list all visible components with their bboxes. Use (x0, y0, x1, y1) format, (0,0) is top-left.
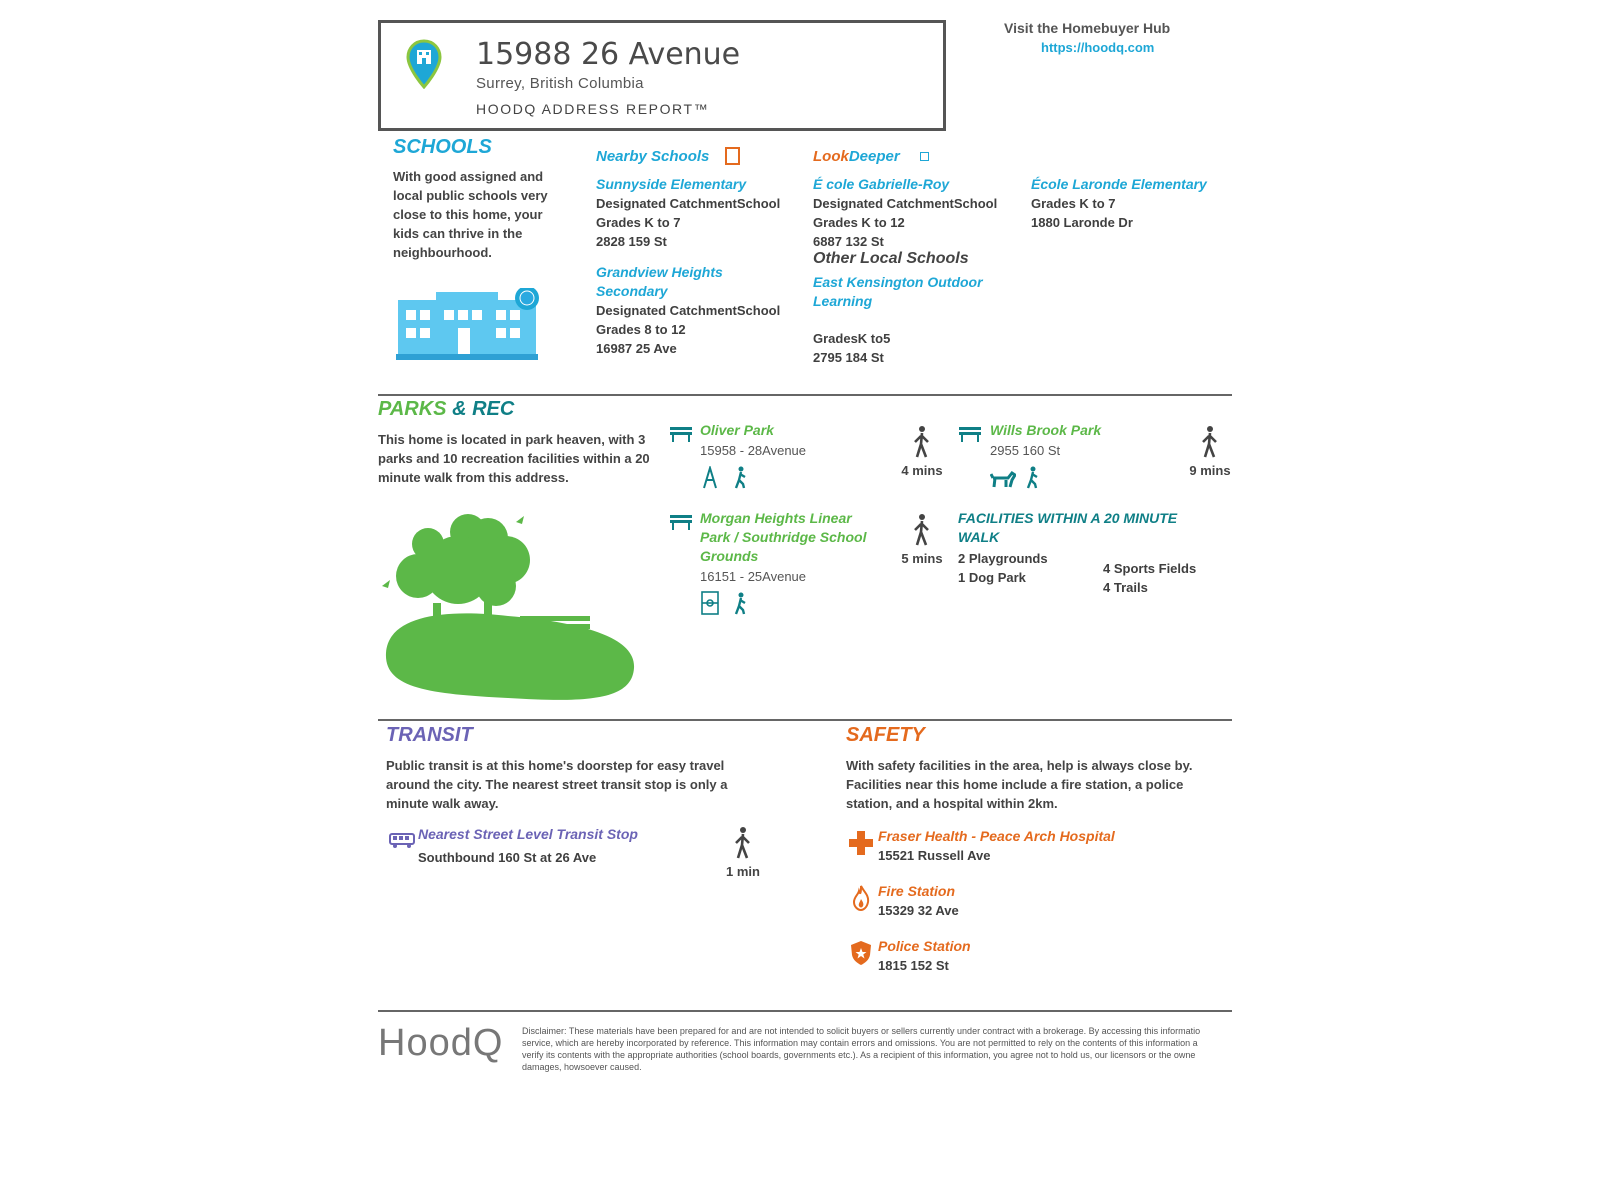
parks-heading: PARKS & REC (378, 398, 515, 420)
safety-hospital: Fraser Health - Peace Arch Hospital 15521 Russell Ave (878, 828, 1115, 863)
location-pin-icon (406, 39, 442, 94)
bus-icon (389, 832, 415, 853)
schools-description: With good assigned and local public schools very close to this home, your kids can thrive in the neighbourhood. (393, 169, 548, 260)
facility-dog-park: 1 Dog Park (958, 570, 1026, 585)
trail-walker-icon (1022, 466, 1044, 490)
walking-person-icon (732, 826, 754, 860)
facility-trails: 4 Trails (1103, 580, 1148, 595)
dog-park-icon (990, 468, 1016, 490)
hoodq-logo: HoodQ (378, 1022, 504, 1064)
walk-time-oliver: 4 mins (892, 425, 952, 478)
hub-title: Visit the Homebuyer Hub (1004, 20, 1171, 36)
walk-time-morgan-heights: 5 mins (892, 513, 952, 566)
school-sunnyside: Sunnyside Elementary Designated CatchmentSchool Grades K to 7 2828 159 St (596, 176, 781, 249)
school-gabrielle-roy: É cole Gabrielle-Roy Designated CatchmentSchool Grades K to 12 6887 132 St (813, 176, 998, 249)
walk-time-transit: 1 min (713, 826, 773, 879)
city-label: Surrey, British Columbia (476, 75, 644, 92)
park-wills-brook: Wills Brook Park 2955 160 St (990, 421, 1170, 495)
safety-description: With safety facilities in the area, help is always close by. Facilities near this home include a fire station, a police station, and a hospital within 2km. (846, 758, 1193, 811)
other-schools-label: Other Local Schools (813, 250, 969, 267)
page-title: 15988 26 Avenue (476, 37, 741, 72)
park-morgan-heights: Morgan Heights Linear Park / Southridge School Grounds 16151 - 25Avenue (700, 509, 885, 621)
schools-heading: SCHOOLS (393, 136, 492, 158)
report-label: HOODQ ADDRESS REPORT™ (476, 101, 710, 117)
hub-link[interactable]: https://hoodq.com (1041, 40, 1155, 55)
school-laronde: École Laronde Elementary Grades K to 7 1880 Laronde Dr (1031, 176, 1207, 230)
park-tree-icon (378, 508, 638, 708)
safety-heading: SAFETY (846, 724, 925, 746)
divider (378, 394, 1232, 396)
header-box (378, 20, 946, 131)
facility-sports-fields: 4 Sports Fields (1103, 561, 1197, 576)
transit-stop-label: Nearest Street Level Transit Stop (418, 826, 638, 842)
bench-icon (669, 513, 693, 536)
divider (378, 1010, 1232, 1012)
bench-icon (669, 425, 693, 448)
school-building-icon (396, 288, 546, 368)
lookdeeper-label[interactable]: LookDeeper (813, 148, 900, 165)
transit-stop-address: Southbound 160 St at 26 Ave (418, 850, 597, 865)
safety-police-station: Police Station 1815 152 St (878, 938, 971, 973)
walking-person-icon (911, 513, 933, 547)
transit-description: Public transit is at this home's doorstep for easy travel around the city. The nearest street transit stop is only a minute walk away. (386, 758, 728, 811)
hospital-cross-icon (848, 830, 874, 861)
facilities-heading: FACILITIES WITHIN A 20 MINUTE WALK (958, 510, 1178, 545)
mobile-icon (725, 147, 740, 165)
fire-flame-icon (852, 885, 870, 916)
trail-walker-icon (730, 592, 752, 616)
nearby-schools-label: Nearby Schools (596, 148, 710, 165)
walking-person-icon (911, 425, 933, 459)
sports-field-icon (700, 590, 722, 616)
police-badge-icon (850, 940, 872, 971)
school-east-kensington: East Kensington Outdoor Learning GradesK to5 2795 184 St (813, 274, 983, 365)
bench-icon (958, 425, 982, 448)
external-link-icon[interactable] (920, 152, 929, 161)
transit-heading: TRANSIT (386, 724, 473, 746)
walking-person-icon (1199, 425, 1221, 459)
divider (378, 719, 1232, 721)
walk-time-wills-brook: 9 mins (1180, 425, 1240, 478)
playground-icon (700, 466, 722, 490)
disclaimer: Disclaimer: These materials have been prepared for and are not intended to solicit buyers or sellers currently under contract with a brokerage. By accessing this informatio service, which are hereby incorporated by reference. This information may contain errors and omissions. You are not permitted to rely on the contents of this information a verify its contents with the appropriate authorities (school boards, governments etc.). As a recipient of this information, you agree not to hold us, our licensors or the owne damages, howsoever caused. (522, 1026, 1201, 1072)
school-grandview: Grandview Heights Secondary Designated CatchmentSchool Grades 8 to 12 16987 25 Ave (596, 264, 781, 356)
parks-description: This home is located in park heaven, with 3 parks and 10 recreation facilities within a 20 minute walk from this address. (378, 432, 650, 485)
safety-fire-station: Fire Station 15329 32 Ave (878, 883, 959, 918)
trail-walker-icon (730, 466, 752, 490)
park-oliver: Oliver Park 15958 - 28Avenue (700, 421, 880, 495)
facility-playgrounds: 2 Playgrounds (958, 551, 1048, 566)
